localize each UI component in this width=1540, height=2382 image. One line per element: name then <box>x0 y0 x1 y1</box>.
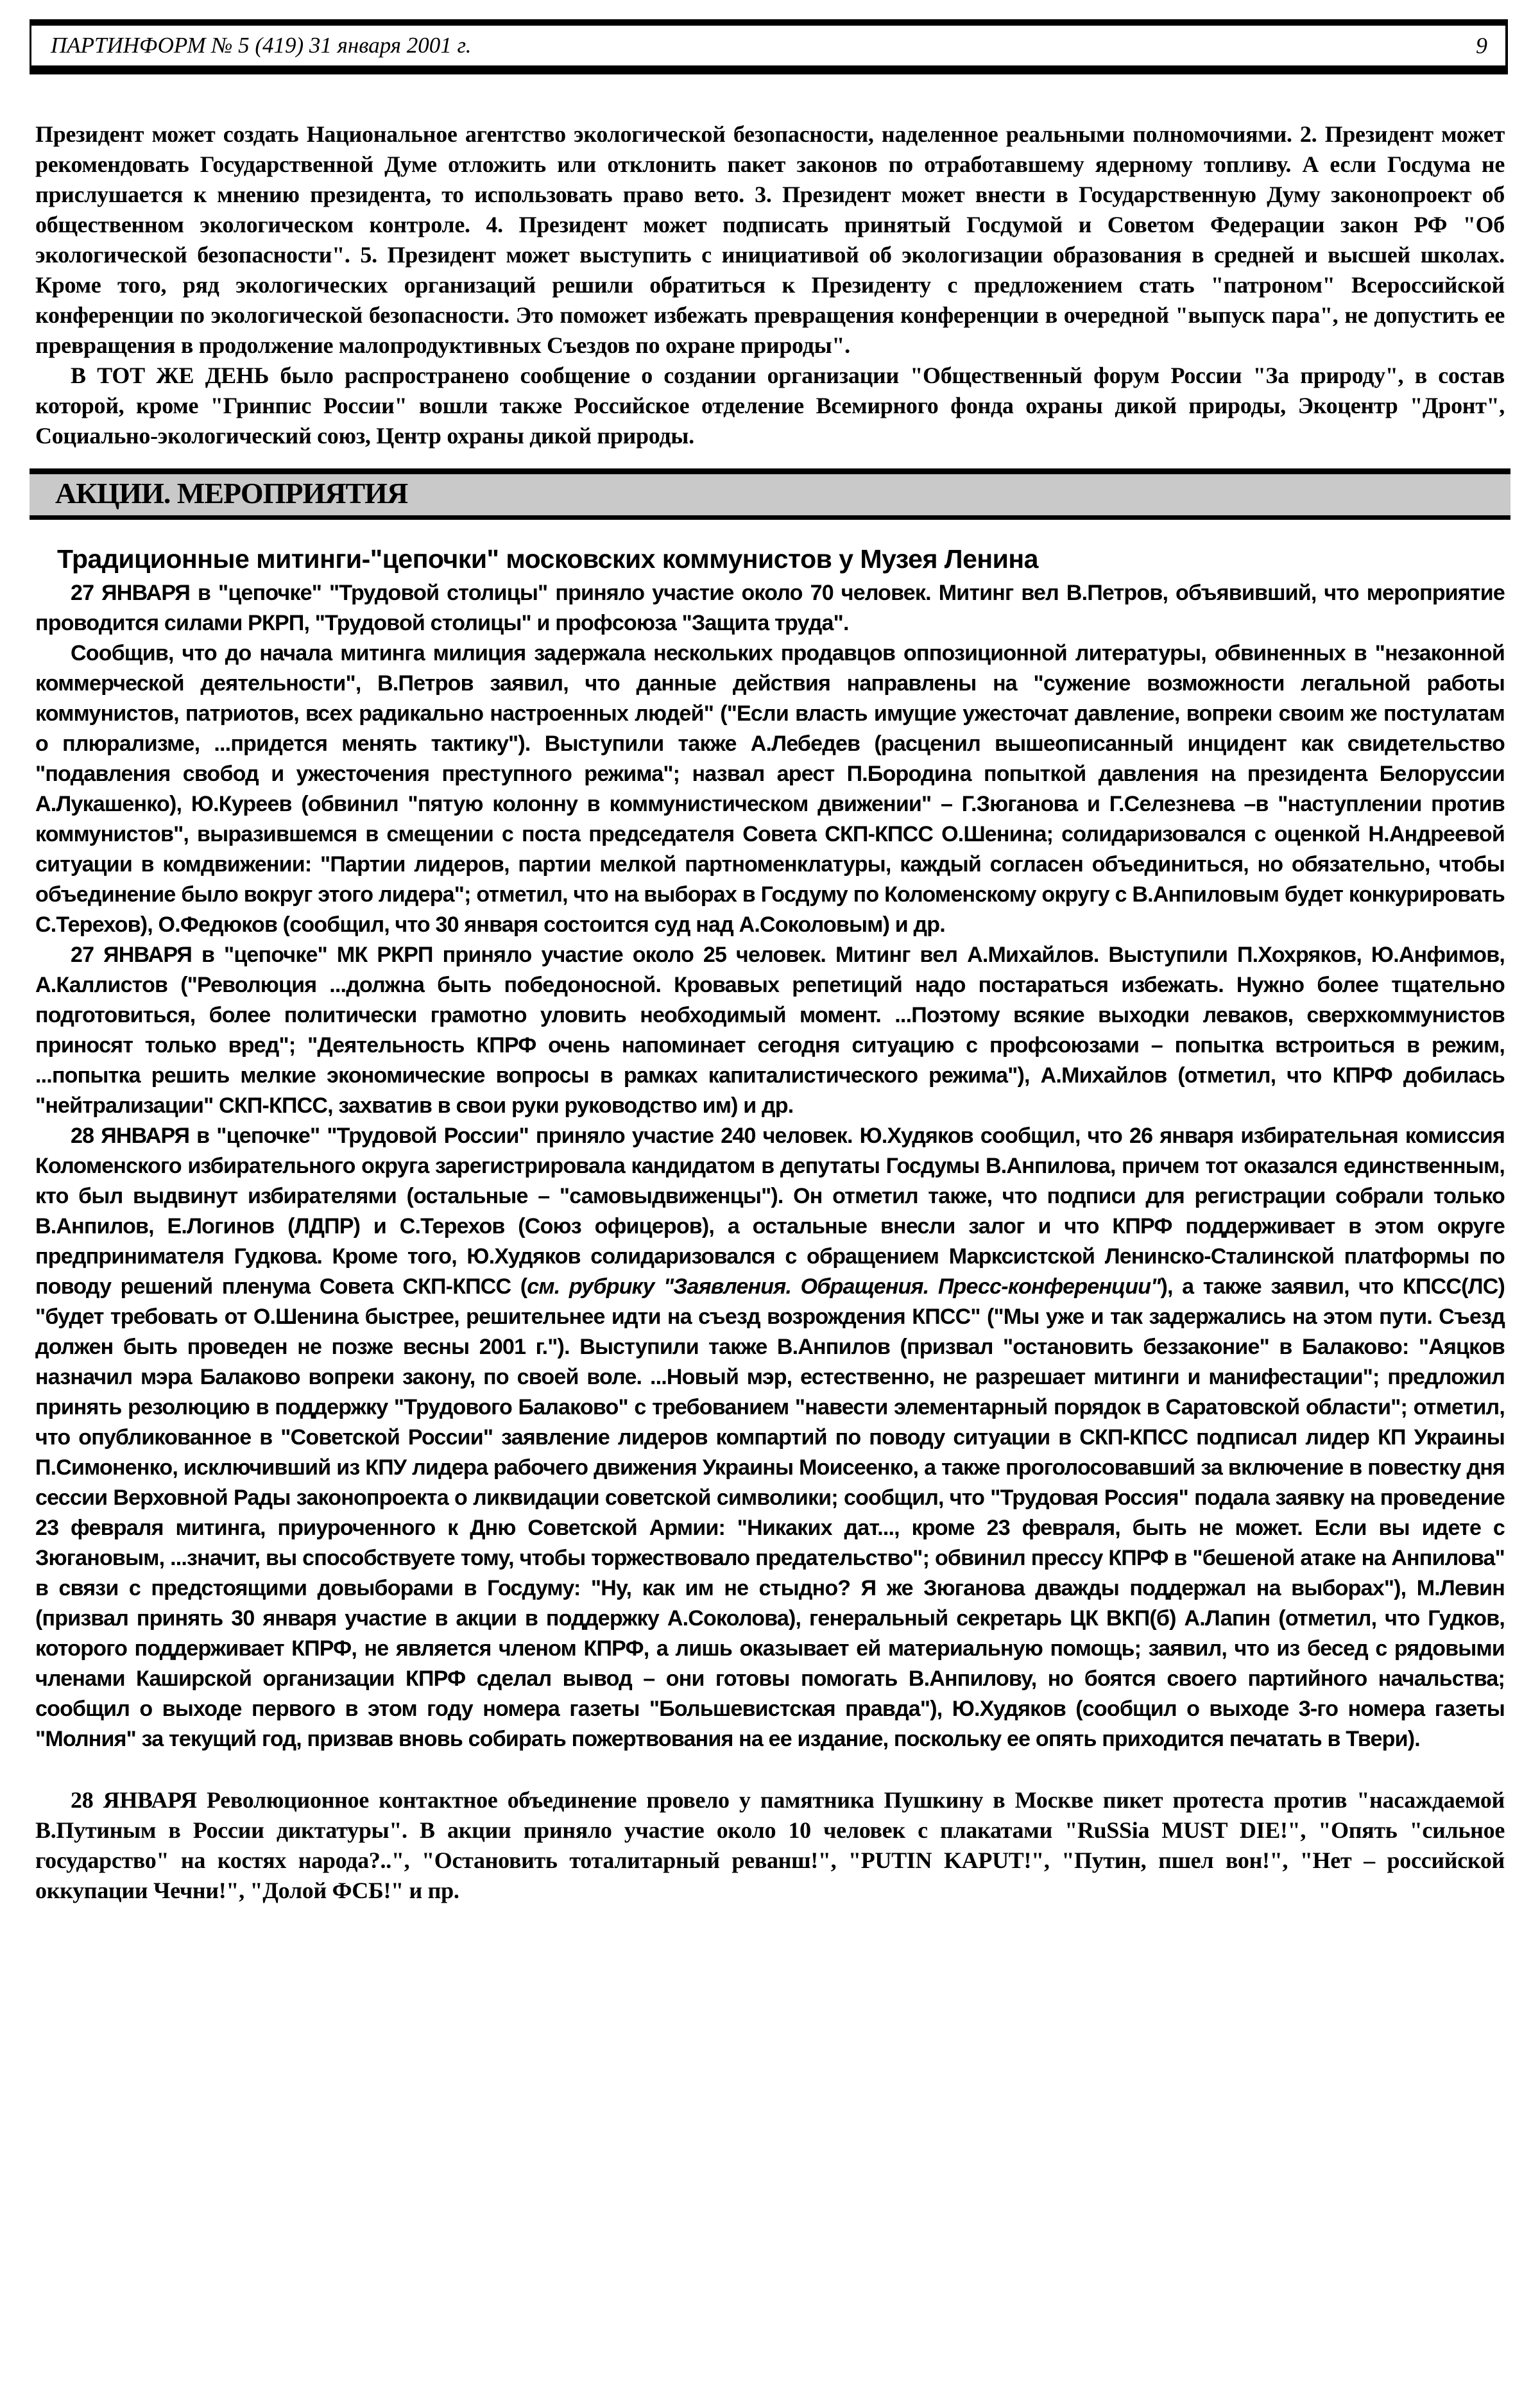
italic-cross-reference: см. рубрику "Заявления. Обращения. Пресс-конференции" <box>527 1274 1161 1299</box>
paragraph <box>35 940 1505 1121</box>
page-header <box>30 19 1508 74</box>
text-run: В ТОТ ЖЕ ДЕНЬ было распространено сообщение о создании организации "Общественный форум России "За природу", в состав которой, кроме "Гринпис России" вошли также Российское отделение Всемирного фонда охраны дикой природы, Экоцентр "Дронт", Социально-экологический союз, Центр охраны дикой природы. <box>35 363 1505 449</box>
page-number: 9 <box>1476 33 1487 58</box>
article-body <box>35 578 1505 1906</box>
text-run: ), а также заявил, что КПСС(ЛС) "будет требовать от О.Шенина быстрее, решительнее идти на съезд возрождения КПСС" ("Мы уже и так задержались на этом пути. Съезд должен быть проведен не позже весны 2001 г."). Выступили также В.Анпилов (призвал "остановить беззаконие" в Балаково: "Аяцков назначил мэра Балаково вопреки закону, по своей воле. ...Новый мэр, естественно, не разрешает митинги и манифестации"; предложил принять резолюцию в поддержку "Трудового Балаково" с требованием "навести элементарный порядок в Саратовской области"; отметил, что опубликованное в "Советской России" заявление лидеров компартий по поводу ситуации в СКП-КПСС подписал лидер КП Украины П.Симоненко, исключивший из КПУ лидера рабочего движения Украины Моисеенко, а также проголосовавший за включение в повестку дня сессии Верховной Рады законопроекта о ликвидации советской символики; сообщил, что "Трудовая Россия" подала заявку на проведение 23 февраля митинга, приуроченного к Дню Советской Армии: "Никаких дат..., кроме 23 февраля, быть не может. Если вы идете с Зюгановым, ...значит, вы способствуете тому, чтобы торжествовало предательство"; обвинил прессу КПРФ в "бешеной атаке на Анпилова" в связи с предстоящими довыборами в Госдуму: "Ну, как им не стыдно? Я же Зюганова дважды поддержал на выборах"), М.Левин (призвал принять 30 января участие в акции в поддержку А.Соколова), генеральный секретарь ЦК ВКП(б) А.Лапин (отметил, что Гудков, которого поддерживает КПРФ, не является членом КПРФ, а лишь оказывает ей материальную помощь; заявил, что из бесед с рядовыми членами Каширской организации КПРФ сделал вывод – они готовы помогать В.Анпилову, но боятся своего партийного начальства; сообщил о выходе первого в этом году номера газеты "Большевистская правда"), Ю.Худяков (сообщил о выходе 3-го номера газеты "Молния" за текущий год, призвав вновь собирать пожертвования на ее издание, поскольку ее опять приходится печатать в Твери). <box>35 1274 1505 1751</box>
text-run: 27 ЯНВАРЯ в "цепочке" МК РКРП приняло участие около 25 человек. Митинг вел А.Михайлов. Выступили П.Хохряков, Ю.Анфимов, А.Каллистов ("Революция ...должна быть победоносной. Кровавых репетиций надо постараться избежать. Нужно более тщательно подготовиться, более политически грамотно уловить необходимый момент. ...Поэтому всякие выходки леваков, сверхкоммунистов приносят только вред"; "Деятельность КПРФ очень напоминает сегодня ситуацию с профсоюзами – попытка встроиться в режим, ...попытка решить мелкие экономические вопросы в рамках капиталистического режима"), А.Михайлов (отметил, что КПРФ добилась "нейтрализации" СКП-КПСС, захватив в свои руки руководство им) и др. <box>35 943 1505 1118</box>
paragraph <box>35 1785 1505 1906</box>
paragraph <box>35 119 1505 361</box>
newsletter-masthead: ПАРТИНФОРМ № 5 (419) 31 января 2001 г. <box>51 33 472 58</box>
text-run: Президент может создать Национальное агентство экологической безопасности, наделенное реальными полномочиями. 2. Президент может рекомендовать Государственной Думе отложить или отклонить пакет законов по отработавшему ядерному топливу. А если Госдума не прислушается к мнению президента, то использовать право вето. 3. Президент может внести в Государственную Думу законопроект об общественном экологическом контроле. 4. Президент может подписать принятый Госдумой и Советом Федерации закон РФ "Об экологической безопасности". 5. Президент может выступить с инициативой об экологизации образования в средней и высшей школах. Кроме того, ряд экологических организаций решили обратиться к Президенту с предложением стать "патроном" Всероссийской конференции по экологической безопасности. Это поможет избежать превращения конференции в очередной "выпуск пара", не допустить ее превращения в продолжение малопродуктивных Съездов по охране природы". <box>35 121 1505 358</box>
content-column <box>35 119 1505 1906</box>
paragraph <box>35 361 1505 451</box>
section-title: АКЦИИ. МЕРОПРИЯТИЯ <box>55 477 408 510</box>
paragraph <box>35 578 1505 638</box>
text-run: 27 ЯНВАРЯ в "цепочке" "Трудовой столицы" приняло участие около 70 человек. Митинг вел В.Петров, объявивший, что мероприятие проводится силами РКРП, "Трудовой столицы" и профсоюза "Защита труда". <box>35 581 1505 635</box>
section-header-band <box>30 468 1510 520</box>
paragraph <box>35 638 1505 940</box>
text-run: Сообщив, что до начала митинга милиция задержала нескольких продавцов оппозиционной литературы, обвиненных в "незаконной коммерческой деятельности", В.Петров заявил, что данные действия направлены на "сужение возможности легальной работы коммунистов, патриотов, всех радикально настроенных людей" ("Если власть имущие ужесточат давление, вопреки своим же постулатам о плюрализме, ...придется менять тактику"). Выступили также А.Лебедев (расценил вышеописанный инцидент как свидетельство "подавления свобод и ужесточения преступного режима"; назвал арест П.Бородина попыткой давления на президента Белоруссии А.Лукашенко), Ю.Куреев (обвинил "пятую колонну в коммунистическом движении" – Г.Зюганова и Г.Селезнева –в "наступлении против коммунистов", выразившемся в смещении с поста председателя Совета СКП-КПСС О.Шенина; солидаризовался с оценкой Н.Андреевой ситуации в комдвижении: "Партии лидеров, партии мелкой партноменклатуры, каждый согласен объединиться, но обязательно, чтобы объединение было вокруг этого лидера"; отметил, что на выборах в Госдуму по Коломенскому округу с В.Анпиловым будет конкурировать С.Терехов), О.Федюков (сообщил, что 30 января состоится суд над А.Соколовым) и др. <box>35 641 1505 937</box>
paragraph <box>35 1121 1505 1754</box>
text-run: 28 ЯНВАРЯ Революционное контактное объединение провело у памятника Пушкину в Москве пикет протеста против "насаждаемой В.Путиным в России диктатуры". В акции приняло участие около 10 человек с плакатами "RuSSia MUST DIE!", "Опять "сильное государство" на костях народа?..", "Остановить тоталитарный реванш!", "PUTIN KAPUT!", "Путин, пшел вон!", "Нет – российской оккупации Чечни!", "Долой ФСБ!" и пр. <box>35 1787 1505 1903</box>
article-title: Традиционные митинги-"цепочки" московских коммунистов у Музея Ленина <box>57 544 1038 574</box>
text-run: 28 ЯНВАРЯ в "цепочке" "Трудовой России" приняло участие 240 человек. Ю.Худяков сообщил, что 26 января избирательная комиссия Коломенского избирательного округа зарегистрировала кандидатом в депутаты Госдумы В.Анпилова, причем тот оказался единственным, кто был выдвинут избирателями (остальные – "самовыдвиженцы"). Он отметил также, что подписи для регистрации собрали только В.Анпилов, Е.Логинов (ЛДПР) и С.Терехов (Союз офицеров), а остальные внесли залог и что КПРФ поддерживает в этом округе предпринимателя Гудкова. Кроме того, Ю.Худяков солидаризовался с обращением Марксистской Ленинско-Сталинской платформы по поводу решений пленума Совета СКП-КПСС ( <box>35 1124 1505 1299</box>
intro-paragraphs <box>35 119 1505 451</box>
